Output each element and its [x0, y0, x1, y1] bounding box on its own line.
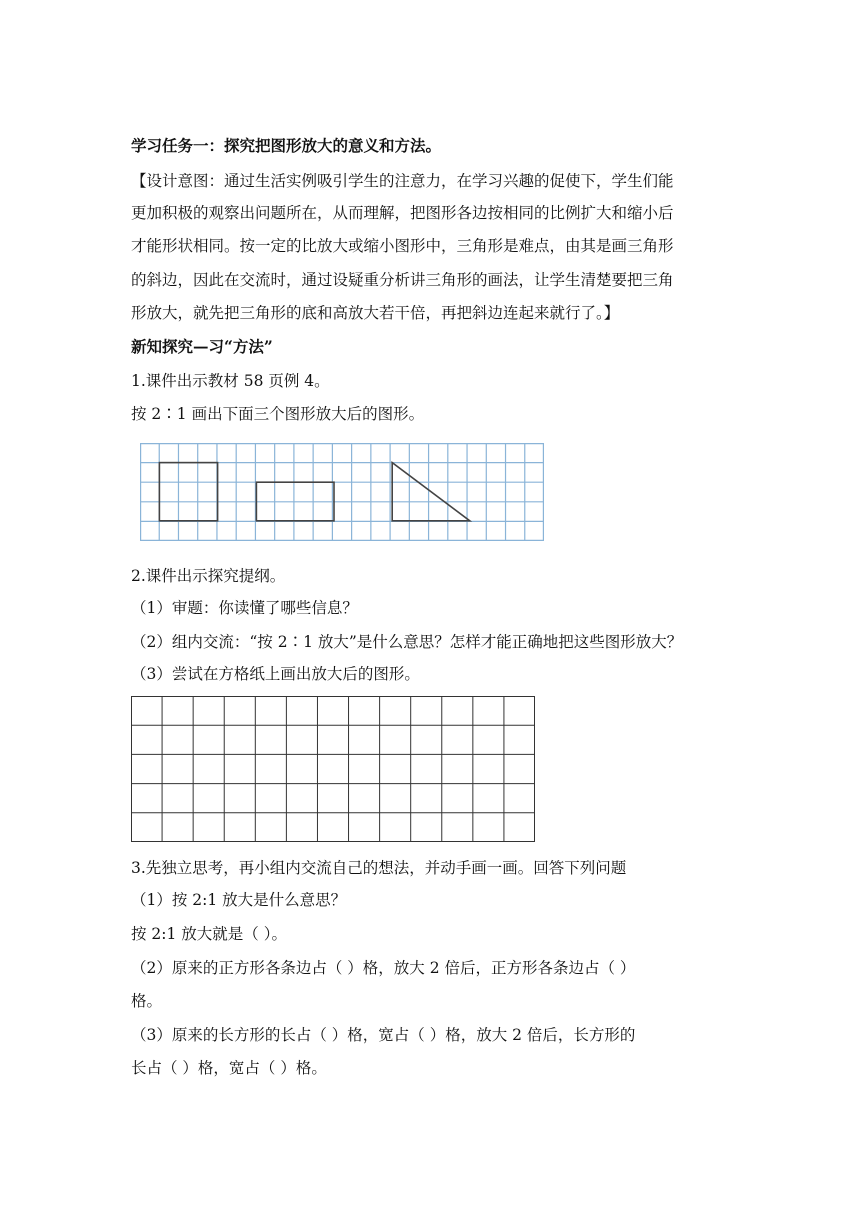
- example-grid-lines: [140, 443, 544, 541]
- step3-q1-answer: 按 2:1 放大就是（ ）。: [131, 925, 287, 943]
- design-intent-line-1: 【设计意图：通过生活实例吸引学生的注意力，在学习兴趣的促使下，学生们能: [131, 172, 674, 190]
- step3-q3-line1: （3）原来的长方形的长占（ ）格，宽占（ ）格，放大 2 倍后，长方形的: [131, 1026, 636, 1044]
- design-intent-line-3: 才能形状相同。按一定的比放大或缩小图形中，三角形是难点，由其是画三角形: [131, 237, 674, 255]
- step3-q1: （1）按 2:1 放大是什么意思？: [131, 891, 347, 909]
- step1-line2: 按 2∶1 画出下面三个图形放大后的图形。: [131, 405, 425, 423]
- step3-q2-line2: 格。: [131, 992, 163, 1010]
- step2-item-1: （1）审题：你读懂了哪些信息？: [131, 599, 358, 617]
- design-intent-line-5: 形放大，就先把三角形的底和高放大若干倍，再把斜边连起来就行了。】: [131, 304, 620, 322]
- step3-q2-line1: （2）原来的正方形各条边占（ ）格，放大 2 倍后，正方形各条边占（ ）: [131, 959, 636, 977]
- drawing-grid: [131, 696, 535, 842]
- original-triangle: [392, 463, 470, 521]
- step3-title: 3.先独立思考，再小组内交流自己的想法，并动手画一画。回答下列问题: [131, 859, 627, 877]
- step3-q3-line2: 长占（ ）格，宽占（ ）格。: [131, 1059, 327, 1077]
- task-title: 学习任务一：探究把图形放大的意义和方法。: [131, 136, 442, 155]
- design-intent-line-2: 更加积极的观察出问题所在，从而理解，把图形各边按相同的比例扩大和缩小后: [131, 204, 674, 222]
- step2-item-2: （2）组内交流：“按 2∶1 放大”是什么意思？怎样才能正确地把这些图形放大？: [131, 633, 683, 651]
- design-intent-line-4: 的斜边，因此在交流时，通过设疑重分析讲三角形的画法，让学生清楚要把三角: [131, 271, 674, 289]
- original-square: [159, 463, 217, 521]
- drawing-grid-lines: [131, 696, 535, 842]
- section-title: 新知探究—习“方法”: [131, 337, 273, 356]
- step2-title: 2.课件出示探究提纲。: [131, 567, 286, 585]
- step1-line1: 1.课件出示教材 58 页例 4。: [131, 372, 330, 390]
- step2-item-3: （3）尝试在方格纸上画出放大后的图形。: [131, 665, 420, 683]
- example-grid: [140, 443, 544, 541]
